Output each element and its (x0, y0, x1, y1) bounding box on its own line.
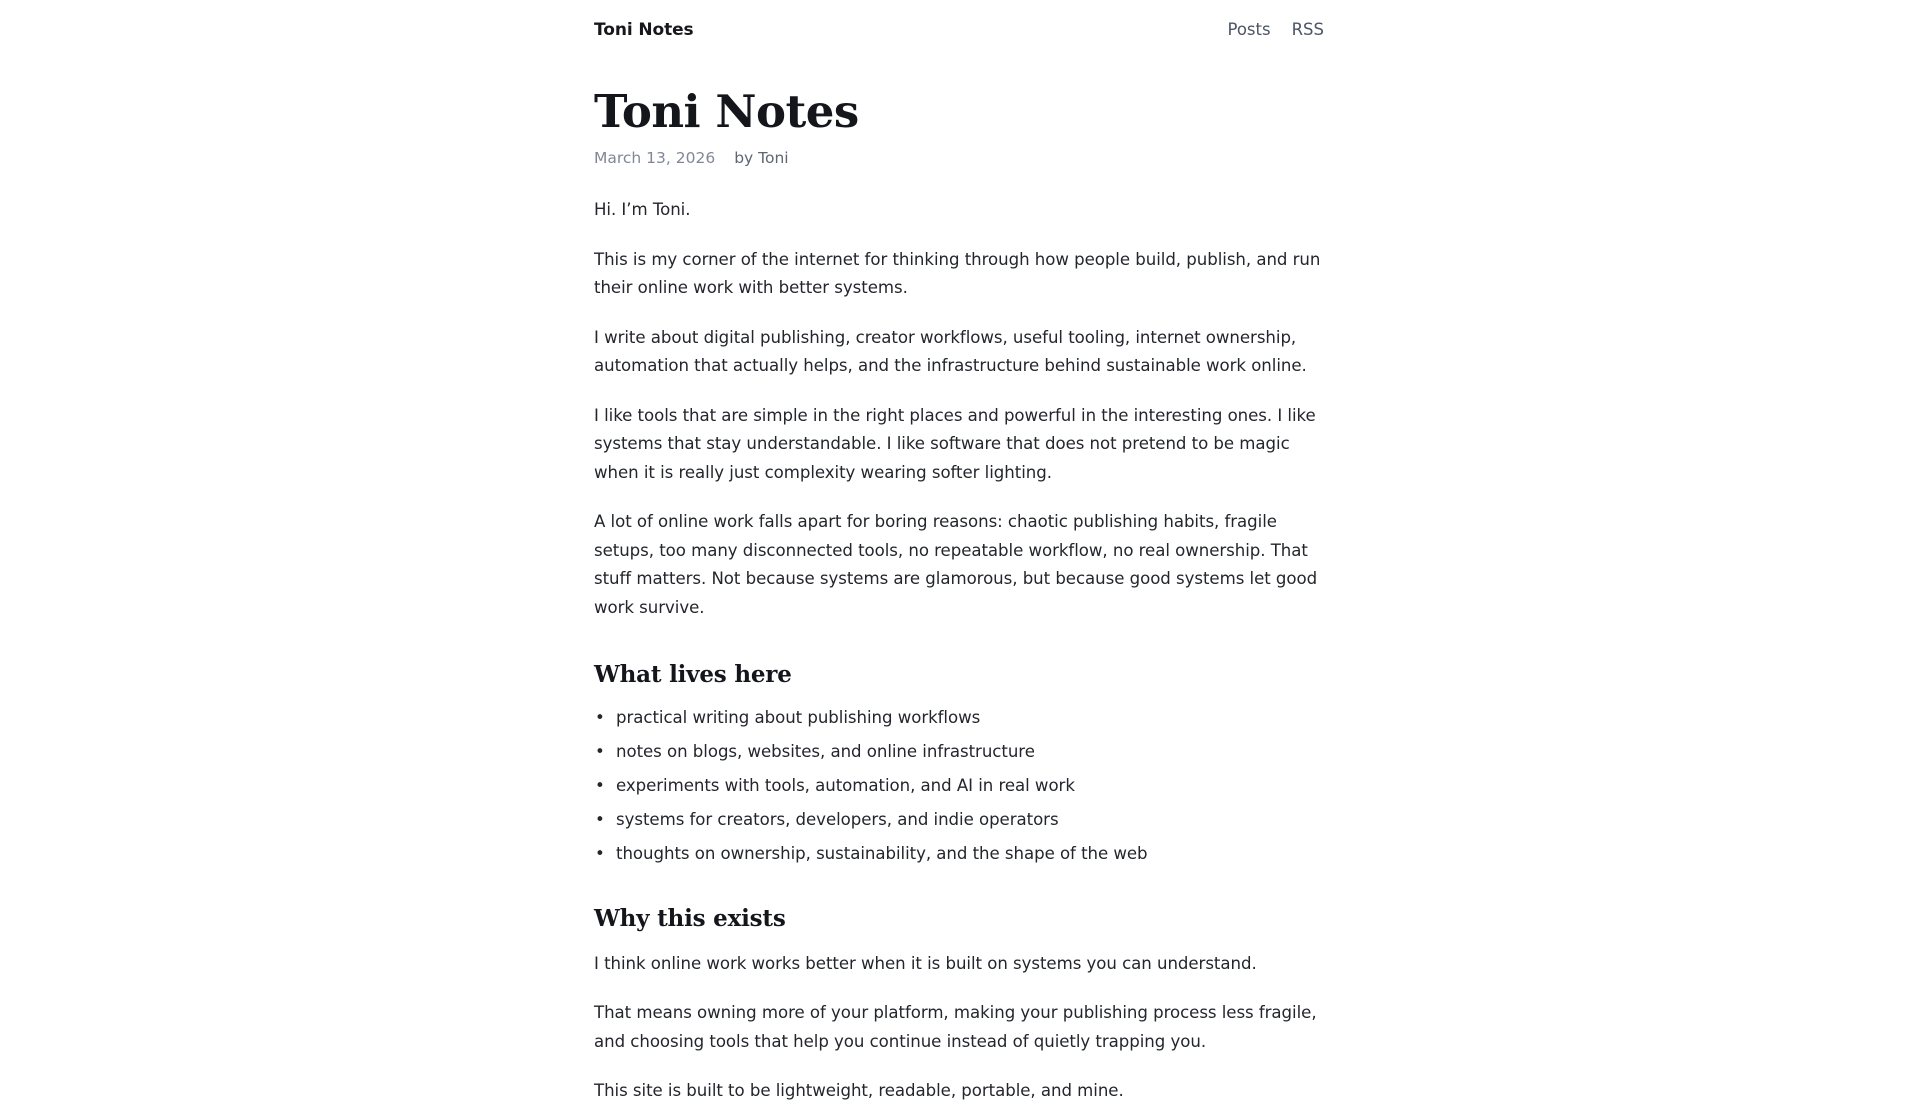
post-body (594, 196, 1324, 1106)
intro-paragraph-2: This is my corner of the internet for thinking through how people build, publish, and run their online work with better systems. (594, 249, 1321, 298)
list-item (594, 740, 1324, 764)
bullet-dot-icon: • (595, 742, 605, 762)
bullet-dot-icon: • (595, 776, 605, 796)
list-item (594, 706, 1324, 730)
nav-link-posts[interactable]: Posts (1227, 20, 1271, 39)
list-item (594, 808, 1324, 832)
intro-paragraph-4: I like tools that are simple in the right places and powerful in the interesting ones. I like systems that stay understandable. I like software that does not pretend to be magic when it is really just complexity wearing softer lighting. (594, 405, 1316, 482)
bullet-dot-icon: • (595, 810, 605, 830)
intro-paragraph-5: A lot of online work falls apart for boring reasons: chaotic publishing habits, fragile setups, too many disconnected tools, no repeatable workflow, no real ownership. That stuff matters. Not because systems are glamorous, but because good systems let good work survive. (594, 512, 1318, 617)
post-meta (594, 148, 1324, 167)
bullet-dot-icon: • (595, 708, 605, 728)
list-item-label: systems for creators, developers, and indie operators (616, 810, 1059, 830)
list-item-label: experiments with tools, automation, and AI in real work (616, 776, 1075, 796)
what-lives-here-list (594, 706, 1324, 866)
page-title: Toni Notes (594, 85, 859, 138)
why-paragraph-2: That means owning more of your platform, making your publishing process less fragile, and choosing tools that help you continue instead of quietly trapping you. (594, 1003, 1317, 1051)
post-date: March 13, 2026 (594, 148, 716, 167)
bullet-dot-icon: • (595, 844, 605, 864)
list-item (594, 774, 1324, 798)
post-byline: by Toni (734, 148, 789, 167)
list-item-label: notes on blogs, websites, and online infrastructure (616, 742, 1035, 762)
article (594, 56, 1324, 1106)
site-nav (1227, 22, 1324, 39)
list-item (594, 842, 1324, 866)
intro-paragraph-3: I write about digital publishing, creator workflows, useful tooling, internet ownership, automation that actually helps, and the infrastructure behind sustainable work online. (594, 327, 1307, 376)
why-paragraph-1: I think online work works better when it is built on systems you can understand. (594, 953, 1257, 973)
nav-link-rss[interactable]: RSS (1291, 20, 1324, 39)
site-brand-link[interactable]: Toni Notes (594, 20, 694, 40)
site-header (594, 0, 1324, 56)
intro-paragraph-1: Hi. I’m Toni. (594, 200, 691, 220)
section-heading-why-this-exists: Why this exists (594, 905, 786, 933)
content-container (594, 0, 1324, 1101)
why-paragraph-3: This site is built to be lightweight, readable, portable, and mine. (594, 1081, 1124, 1101)
list-item-label: practical writing about publishing workflows (616, 708, 981, 728)
list-item-label: thoughts on ownership, sustainability, and the shape of the web (616, 844, 1148, 864)
section-heading-what-lives-here: What lives here (594, 661, 792, 689)
